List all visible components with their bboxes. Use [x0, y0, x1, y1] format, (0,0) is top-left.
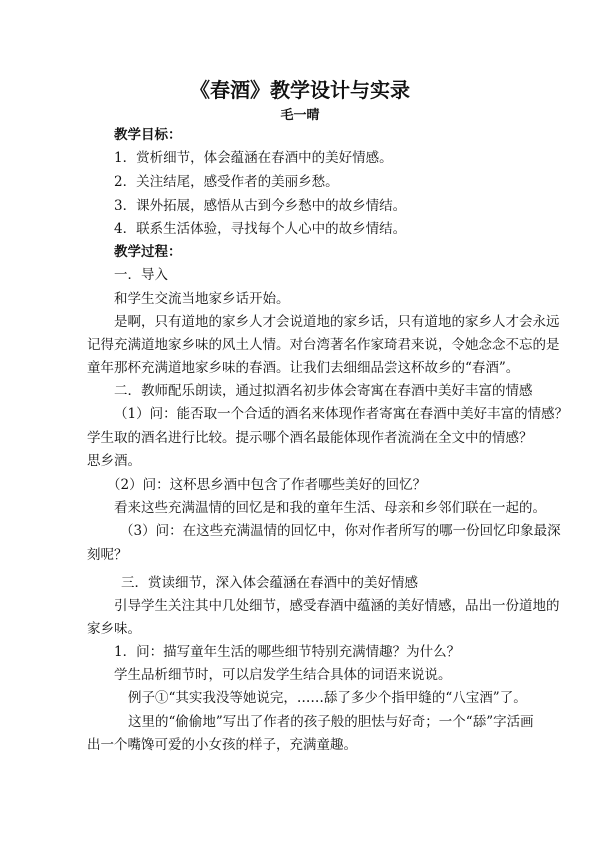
- paragraph-line: 家乡味。: [87, 621, 141, 637]
- author-name: 毛一晴: [280, 108, 320, 123]
- paragraph-line: 引导学生关注其中几处细节，感受春酒中蕴涵的美好情感，品出一份道地的: [114, 598, 560, 614]
- goal-item: 1．赏析细节，体会蕴涵在春酒中的美好情感。: [114, 150, 393, 166]
- paragraph: 学生品析细节时，可以启发学生结合具体的词语来说说。: [114, 667, 452, 683]
- paragraph-line: 是啊，只有道地的家乡人才会说道地的家乡话，只有道地的家乡人才会永远: [114, 314, 560, 330]
- question: （1）问：能否取一个合适的酒名来体现作者寄寓在春酒中美好丰富的情感？: [114, 406, 569, 422]
- question-line: （3）问：在这些充满温情的回忆中，你对作者所写的哪一份回忆印象最深: [120, 523, 561, 539]
- paragraph: 和学生交流当地家乡话开始。: [114, 291, 290, 307]
- goal-item: 4．联系生活体验，寻找每个人心中的故乡情结。: [114, 221, 407, 237]
- document-title: 《春酒》教学设计与实录: [190, 78, 410, 102]
- section-heading-reading: 二．教师配乐朗读，通过拟酒名初步体会寄寓在春酒中美好丰富的情感: [114, 383, 533, 399]
- goals-heading: 教学目标：: [114, 127, 182, 143]
- process-heading: 教学过程：: [114, 244, 182, 260]
- section-heading-intro: 一．导入: [114, 267, 168, 283]
- goal-item: 3．课外拓展，感悟从古到今乡愁中的故乡情结。: [114, 198, 407, 214]
- question: （2）问：这杯思乡酒中包含了作者哪些美好的回忆？: [107, 477, 427, 493]
- question-line: 刻呢？: [87, 547, 128, 563]
- paragraph-line: 记得充满道地家乡味的风土人情。对台湾著名作家琦君来说，令她念念不忘的是: [87, 337, 560, 353]
- example: 例子①“其实我没等她说完，……舔了多少个指甲缝的“八宝酒”了。: [128, 690, 527, 706]
- paragraph: 学生取的酒名进行比较。提示哪个酒名最能体现作者流淌在全文中的情感？: [87, 430, 533, 446]
- paragraph-line: 这里的“偷偷地”写出了作者的孩子般的胆怯与好奇；一个“舔”字活画: [128, 714, 534, 730]
- section-heading-details: 三．赏读细节，深入体会蕴涵在春酒中的美好情感: [121, 575, 418, 591]
- paragraph: 思乡酒。: [87, 453, 141, 469]
- paragraph: 看来这些充满温情的回忆是和我的童年生活、母亲和乡邻们联在一起的。: [114, 500, 546, 516]
- paragraph-line: 出一个嘴馋可爱的小女孩的样子，充满童趣。: [87, 737, 357, 753]
- question: 1．问：描写童年生活的哪些细节特别充满情趣？为什么？: [114, 644, 461, 660]
- paragraph-line: 童年那杯充满道地家乡味的春酒。让我们去细细品尝这杯故乡的“春酒”。: [87, 360, 520, 376]
- goal-item: 2．关注结尾，感受作者的美丽乡愁。: [114, 174, 339, 190]
